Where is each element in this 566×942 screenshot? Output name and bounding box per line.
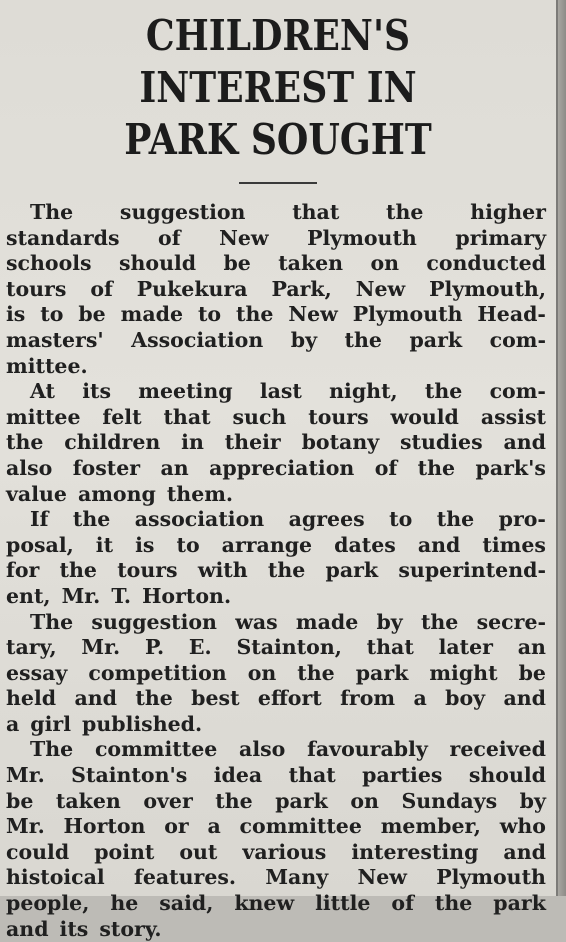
article-line: tary, Mr. P. E. Stainton, that later an [6,635,546,660]
article-line: mittee. [6,353,88,378]
article-line: Mr. Horton or a committee member, who [6,814,546,839]
article-line: and its story. [6,916,162,941]
article-line: If the association agrees to the pro- [30,507,546,532]
article-paragraph [6,610,546,738]
article-line: could point out various interesting and [6,839,546,864]
article-line: a girl published. [6,711,203,736]
headline-divider [239,182,317,184]
article-line: The committee also favourably received [30,737,546,762]
article-body [0,200,556,942]
article-paragraph [6,379,546,507]
article-line: histoical features. Many New Plymouth [6,865,546,890]
article-line: also foster an appreciation of the park's [6,455,546,480]
article-paragraph [6,737,546,942]
article-line: The suggestion was made by the secre- [30,609,546,634]
headline-line-2: PARK SOUGHT [124,115,432,164]
article-line: the children in their botany studies and [6,430,546,455]
article-paragraph [6,200,546,379]
article-line: Mr. Stainton's idea that parties should [6,763,546,788]
article-line: people, he said, knew little of the park [6,891,546,916]
article-line: held and the best effort from a boy and [6,686,546,711]
article-paragraph [6,507,546,609]
page-edge [558,0,566,896]
article-line: posal, it is to arrange dates and times [6,532,546,557]
article-line: is to be made to the New Plymouth Head- [6,302,546,327]
article-line: standards of New Plymouth primary [6,225,546,250]
article-line: The suggestion that the higher [30,200,546,224]
article-line: essay competition on the park might be [6,660,546,685]
article-line: tours of Pukekura Park, New Plymouth, [6,276,546,301]
article-line: schools should be taken on conducted [6,251,546,276]
article-line: be taken over the park on Sundays by [6,788,546,813]
headline [39,0,517,166]
article-line: value among them. [6,481,234,506]
headline-line-1: CHILDREN'S INTEREST IN [139,11,417,112]
article-line: masters' Association by the park com- [6,327,546,352]
article-line: mittee felt that such tours would assist [6,404,546,429]
article-line: for the tours with the park superintend- [6,558,546,583]
article-line: At its meeting last night, the com- [30,379,546,404]
article-line: ent, Mr. T. Horton. [6,583,232,608]
